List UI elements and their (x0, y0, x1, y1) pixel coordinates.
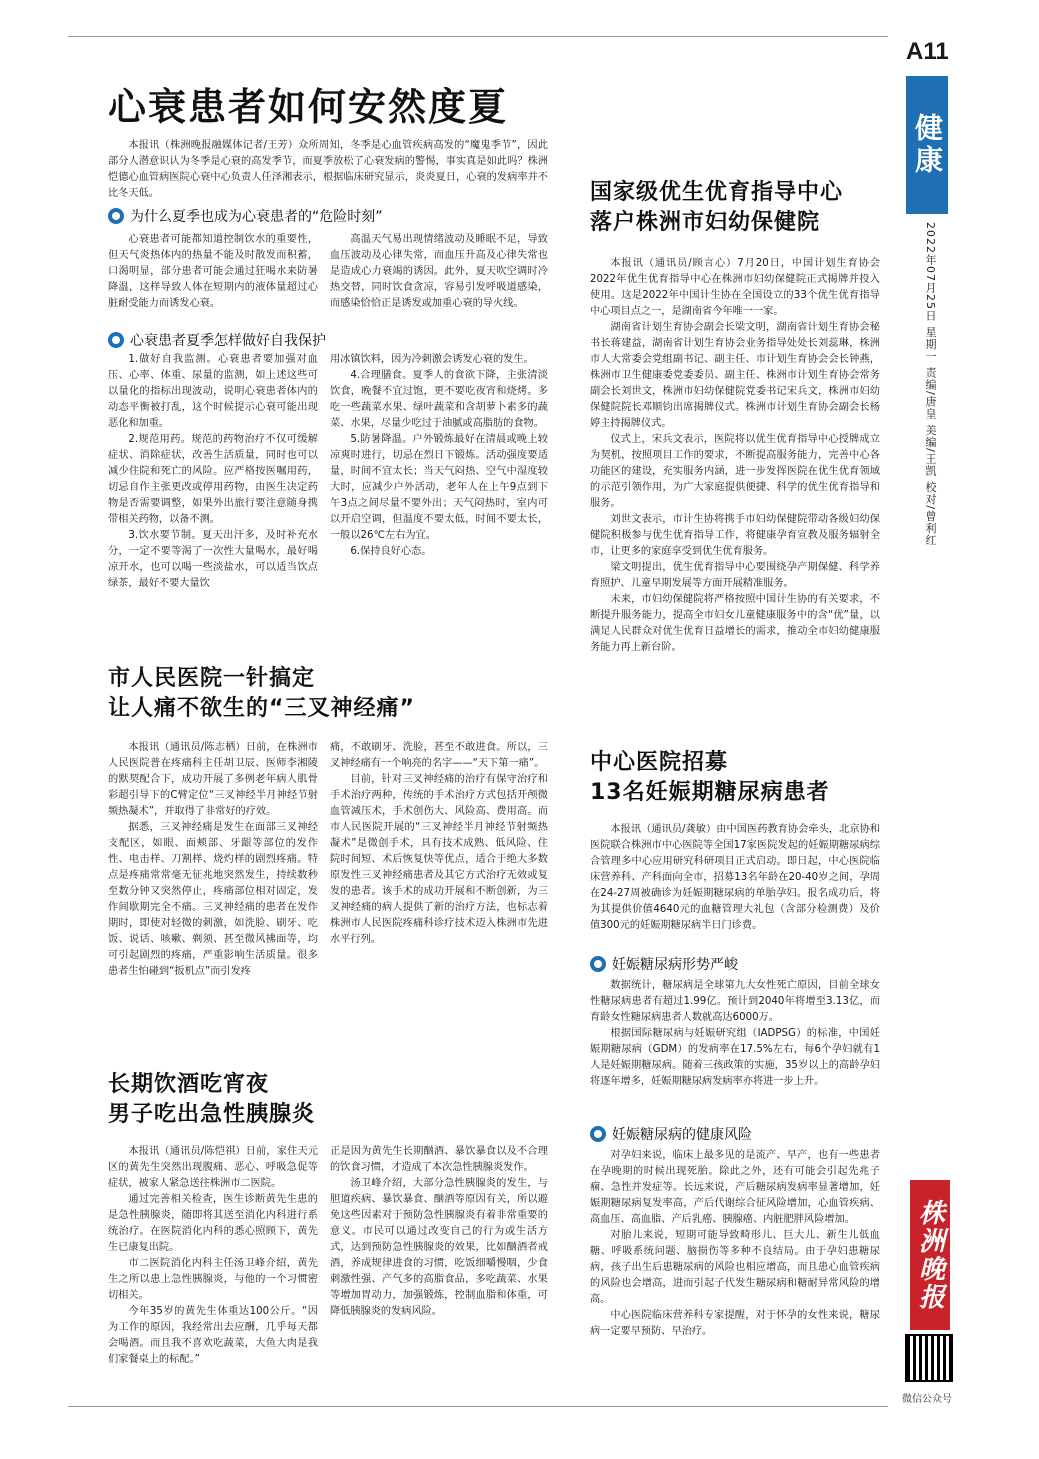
article5-left (108, 1144, 318, 1368)
paragraph: 2.规范用药。规范的药物治疗不仅可缓解症状、消除症状，改善生活质量，同时也可以减少住院和死亡的风险。应严格按医嘱用药，切忌自作主张更改或停用药物，由医生决定药物是否需要调整，如果外出旅行要注意随身携带相关药物，以备不测。 (108, 434, 318, 525)
article1-sub1-left (108, 232, 318, 312)
article5-title-line2: 男子吃出急性胰腺炎 (108, 1101, 316, 1127)
article1-subhead-1-text: 为什么夏季也成为心衰患者的“危险时刻” (130, 209, 383, 225)
paragraph: 刘世文表示，市计生协将携手市妇幼保健院带动各级妇幼保健院积极参与优生优育指导工作，将健康孕育宣教及服务辐射全市，让更多的家庭享受到优生优育服务。 (590, 514, 880, 557)
paragraph: 梁文明提出，优生优育指导中心要围绕孕产期保健、科学养育照护、儿童早期发展等方面开展精准服务。 (590, 562, 880, 589)
article1-lead-text: 本报讯（株洲晚报融媒体记者/王芳）众所周知，冬季是心血管疾病高发的“魔鬼季节”，因此部分人潜意识认为冬季是心衰的高发季节，而夏季放松了心衰发病的警惕，事实真是如此吗？株洲恺德心血管病医院心衰中心负责人任泽湘表示，根据临床研究显示，炎炎夏日，心衰的发病率并不比冬天低。 (108, 140, 548, 199)
paragraph: 对孕妇来说，临床上最多见的是流产、早产，也有一些患者在孕晚期的时候出现死胎。除此之外，还有可能会引起先兆子痫、急性并发症等。长远来说，产后糖尿病发病率显著增加，妊娠期糖尿病复发率高，产后代谢综合征风险增加，心血管疾病、高血压、高血脂、产后乳癌、胰腺癌、内脏肥胖风险增加。 (590, 1150, 880, 1225)
article1-subhead-2 (108, 330, 326, 350)
article4-subhead-1 (590, 954, 738, 974)
article5-right (330, 1144, 548, 1320)
paragraph: 高温天气易出现情绪波动及睡眠不足，导致血压波动及心律失常，而血压升高及心律失常也是造成心力衰竭的诱因。此外，夏天吹空调时冷热交替，同时饮食贪凉，容易引发呼吸道感染，而感染恰恰正是诱发或加重心衰的导火线。 (330, 234, 548, 309)
article1-subhead-1 (108, 206, 383, 226)
article1-sub2-right (330, 352, 548, 560)
paragraph: 汤卫峰介绍，大部分急性胰腺炎的发生，与胆道疾病、暴饮暴食、酗酒等原因有关，所以避免这些因素对于预防急性胰腺炎有着非常重要的意义。市民可以通过改变自己的行为或生活方式，达到预防急性胰腺炎的效果，比如酗酒者戒酒，养成规律进食的习惯，吃饭细嚼慢咽，少食刺激性强、产气多的高脂食品，多吃蔬菜、水果等增加胃动力，加强锻炼，控制血脂和体重，可降低胰腺炎的发病风险。 (330, 1178, 548, 1317)
article4-title-line1: 中心医院招募 (590, 750, 729, 775)
paragraph: 本报讯（通讯员/龚敏）由中国医药教育协会牵头，北京协和医院联合株洲市中心医院等全国17家医院发起的妊娠期糖尿病综合管理多中心应用研究科研项目正式启动。即日起，中心医院临床营养科、产科面向全市，招募13名年龄在20-40岁之间，孕周在24-27周被确诊为妊娠期糖尿病的单胎孕妇。报名成功后，将为其提供价值4640元的血糖管理大礼包（含部分检测费）及价值300元的妊娠期糖尿病半日门诊费。 (590, 824, 880, 931)
article4-subhead-2-text: 妊娠糖尿病的健康风险 (612, 1127, 752, 1143)
section-label: 健康 (911, 113, 944, 177)
article1-subhead-2-text: 心衰患者夏季怎样做好自我保护 (130, 333, 326, 349)
top-rule (68, 36, 888, 37)
article3-title-line2: 让人痛不欲生的“三叉神经痛” (108, 695, 415, 721)
article4-sub2-body (590, 1148, 880, 1340)
article4-subhead-2 (590, 1124, 752, 1144)
bullet-icon (590, 956, 606, 972)
paragraph: 1.做好自我监测。心衰患者要加强对血压、心率、体重、尿量的监测，如上述这些可以量化的指标出现波动，说明心衰患者体内的动态平衡被打乱，这个时候提示心衰可能出现恶化和加重。 (108, 354, 318, 429)
article4-lead (590, 822, 880, 934)
article1-lead (108, 138, 548, 202)
article3-title (108, 664, 415, 724)
paragraph: 正是因为黄先生长期酗酒、暴饮暴食以及不合理的饮食习惯，才造成了本次急性胰腺炎发作。 (330, 1146, 548, 1173)
bullet-icon (108, 208, 124, 224)
paragraph: 痛，不敢刷牙、洗脸，甚至不敢进食。所以，三叉神经痛有一个响亮的名字——“天下第一痛”。 (330, 742, 548, 769)
article2-title (590, 178, 843, 238)
paragraph: 心衰患者可能都知道控制饮水的重要性，但天气炎热体内的热量不能及时散发而积蓄，口渴明显，部分患者可能会通过狂喝水来防暑降温，这样导致人体在短期内的液体量超过心脏耐受能力而诱发心衰。 (108, 234, 318, 309)
paragraph: 3.饮水要节制。夏天出汗多，及时补充水分，一定不要等渴了一次性大量喝水，最好喝凉开水，也可以喝一些淡盐水，可以适当饮点绿茶，最好不要大量饮 (108, 530, 318, 589)
article3-left (108, 740, 318, 980)
paragraph: 数据统计，糖尿病是全球第九大女性死亡原因，目前全球女性糖尿病患者有超过1.99亿。预计到2040年将增至3.13亿，而育龄女性糖尿病患者人数就高达6000万。 (590, 980, 880, 1023)
article4-sub1-body (590, 978, 880, 1090)
article2-title-line2: 落户株洲市妇幼保健院 (590, 209, 821, 235)
article1-title: 心衰患者如何安然度夏 (108, 85, 509, 129)
article2-title-line1: 国家级优生优育指导中心 (590, 180, 844, 205)
article1-sub2-left (108, 352, 318, 592)
qr-code-icon (905, 1334, 953, 1382)
article2-body (590, 256, 880, 656)
paragraph: 通过完善相关检查，医生诊断黄先生患的是急性胰腺炎，随即将其送至消化内科进行系统治疗。在医院消化内科的悉心照顾下，黄先生已康复出院。 (108, 1194, 318, 1253)
bullet-icon (590, 1126, 606, 1142)
bullet-icon (108, 332, 124, 348)
paragraph: 本报讯（通讯员/陈恺祺）日前，家住天元区的黄先生突然出现腹痛、恶心、呼吸急促等症状，被家人紧急送往株洲市二医院。 (108, 1146, 318, 1189)
article4-title (590, 748, 830, 808)
article5-title (108, 1070, 315, 1130)
newspaper-logo (910, 1180, 950, 1330)
paragraph: 用冰镇饮料，因为冷刺激会诱发心衰的发生。 (330, 354, 534, 365)
article3-right (330, 740, 548, 948)
bottom-rule (68, 1406, 888, 1407)
paragraph: 本报讯（通讯员/陈志栖）日前，在株洲市人民医院普在疼痛科主任胡卫辰、医师李湘陵的默契配合下，成功开展了多例老年病人肌骨彩超引导下的C臂定位“三叉神经半月神经节射频热凝术”，并取得了非常好的疗效。 (108, 742, 318, 817)
paragraph: 未来，市妇幼保健院将严格按照中国计生协的有关要求，不断提升服务能力，提高全市妇女儿童健康服务中的含“优”量，以满足人民群众对优生优育日益增长的需求，推动全市妇幼健康服务能力再上新台阶。 (590, 594, 880, 653)
qr-label: 微信公众号 (902, 1394, 952, 1405)
article4-title-line2: 13名妊娠期糖尿病患者 (590, 779, 830, 805)
page-number: A11 (906, 38, 949, 65)
paragraph: 目前，针对三叉神经痛的治疗有保守治疗和手术治疗两种，传统的手术治疗方式包括开颅微血管减压术，手术创伤大、风险高、费用高。而市人民医院开展的“三叉神经半月神经节射频热凝术”是微创手术，具有技术成熟、低风险、住院时间短、术后恢复快等优点，适合于绝大多数原发性三叉神经痛患者及其它方式治疗无效或复发的患者。该手术的成功开展和不断创新，为三叉神经痛的病人提供了新的治疗方法，也标志着株洲市人民医院疼痛科诊疗技术迈入株洲市先进水平行列。 (330, 774, 548, 945)
article5-title-line1: 长期饮酒吃宵夜 (108, 1072, 270, 1097)
paragraph: 5.防暑降温。户外锻炼最好在清晨或晚上较凉爽时进行，切忌在烈日下锻炼。活动强度要适量，时间不宜太长；当天气闷热、空气中湿度较大时，应减少户外活动，老年人在上午9点到下午3点之间尽量不要外出；天气闷热时，室内可以开启空调，但温度不要太低，时间不要太长，一般以26℃左右为宜。 (330, 434, 548, 541)
paragraph: 湖南省计划生育协会副会长梁文明，湖南省计划生育协会秘书长蒋建益，湖南省计划生育协会业务指导处处长刘蕊琳，株洲市人大常委会党组副书记、副主任、市计划生育协会会长钟燕，株洲市卫生健康委党委委员、副主任、株洲市计划生育协会常务副会长刘世文，株洲市妇幼保健院党委书记宋兵文，株洲市妇幼保健院院长邓顺钧出席揭牌仪式。株洲市计划生育协会副会长杨婷主持揭牌仪式。 (590, 322, 880, 429)
paragraph: 今年35岁的黄先生体重达100公斤。“因为工作的原因，我经常出去应酬，几乎每天都会喝酒。而且我不喜欢吃蔬菜，大鱼大肉是我们家餐桌上的标配。” (108, 1306, 318, 1365)
paragraph: 6.保持良好心态。 (350, 546, 432, 557)
issue-info: 2022年07月25日 星期一 责编/唐皇 美编/王凯 校对/曾利红 (924, 222, 937, 547)
paragraph: 市二医院消化内科主任汤卫峰介绍，黄先生之所以患上急性胰腺炎，与他的一个习惯密切相关。 (108, 1258, 318, 1301)
article3-title-line1: 市人民医院一针搞定 (108, 666, 316, 691)
paragraph: 中心医院临床营养科专家提醒，对于怀孕的女性来说，糖尿病一定要早预防、早治疗。 (590, 1310, 880, 1337)
article1-sub1-right (330, 232, 548, 312)
paragraph: 对胎儿来说，短期可能导致畸形儿、巨大儿、新生儿低血糖、呼吸系统问题、脑损伤等多种不良结局。由于孕妇患糖尿病，孩子出生后患糖尿病的风险也相应增高，而且患心血管疾病的风险也会增高，进而引起子代发生糖尿病和糖耐异常风险的增高。 (590, 1230, 880, 1305)
paragraph: 本报讯（通讯员/顾言心）7月20日，中国计划生育协会2022年优生优育指导中心在株洲市妇幼保健院正式揭牌并投入使用。这是2022年中国计生协在全国设立的33个优生优育指导中心项目点之一，是湖南省今年唯一一家。 (590, 258, 880, 317)
section-tab (906, 76, 948, 214)
paragraph: 4.合理膳食。夏季人的食欲下降，主张清淡饮食，晚餐不宜过饱，更不要吃夜宵和烧烤。多吃一些蔬菜水果、绿叶蔬菜和含胡萝卜素多的蔬菜、水果，尽量少吃过于油腻或高脂肪的食物。 (330, 370, 548, 429)
article4-subhead-1-text: 妊娠糖尿病形势严峻 (612, 957, 738, 973)
paragraph: 据悉，三叉神经痛是发生在面部三叉神经支配区，如眼、面颊部、牙龈等部位的发作性、电击样、刀割样、烧灼样的剧烈疼痛。特点是疼痛常常毫无征兆地突然发生，持续数秒至数分钟又突然停止，疼痛部位相对固定，发作间歇期完全不痛。三叉神经痛的患者在发作期时，即使对轻微的刺激，如洗脸、刷牙、吃饭、说话、咳嗽、剃须、甚至微风拂面等，均可引起剧烈的疼痛，严重影响生活质量。很多患者生怕碰到“扳机点”而引发疼 (108, 822, 318, 977)
paragraph: 根据国际糖尿病与妊娠研究组（IADPSG）的标准，中国妊娠期糖尿病（GDM）的发病率在17.5%左右，每6个孕妇就有1人是妊娠期糖尿病。随着三孩政策的实施，35岁以上的高龄孕妇将逐年增多，妊娠期糖尿病发病率亦将进一步上升。 (590, 1028, 880, 1087)
paragraph: 仪式上，宋兵文表示，医院将以优生优育指导中心授牌成立为契机，按照项目工作的要求，不断提高服务能力，完善中心各功能区的建设，充实服务内涵，进一步发挥医院在优生优育领域的示范引领作用，为广大家庭提供便捷、科学的优生优育指导和服务。 (590, 434, 880, 509)
brand-name: 株洲晚报 (914, 1199, 945, 1311)
